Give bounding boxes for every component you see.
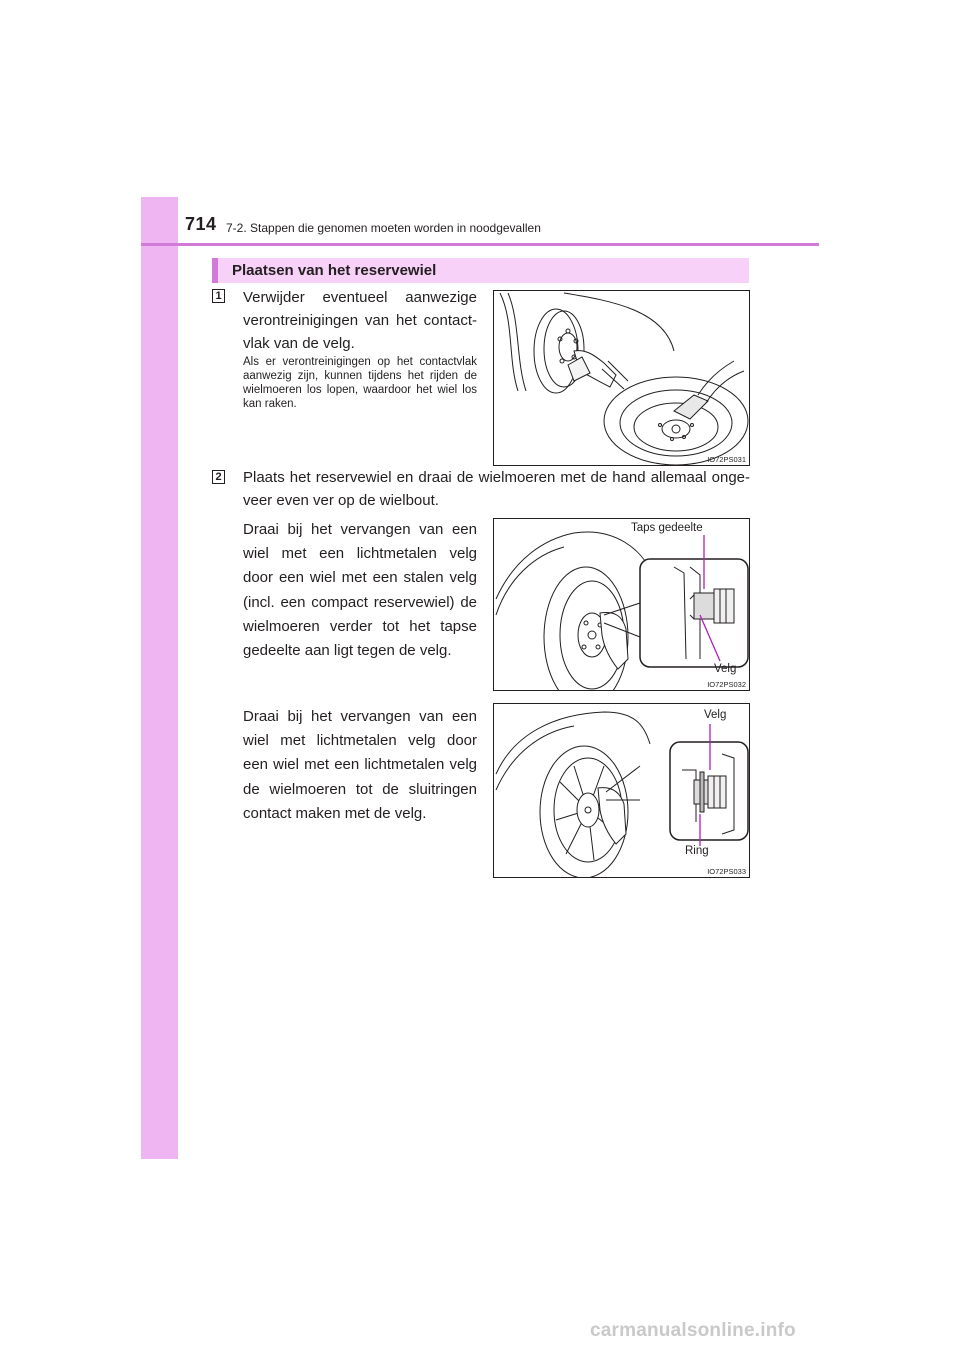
- step-2-text: Plaats het reservewiel en draai de wielmoeren met de hand allemaal ongeveer even ver op de wielbout.: [243, 469, 750, 509]
- step-number-2: 2: [212, 470, 225, 484]
- figure-clean-hub: [493, 290, 750, 466]
- step-number-1: 1: [212, 289, 225, 303]
- step-1-note: Als er verontreinigingen op het contactvlak aanwezig zijn, kunnen tijdens het rijden de wielmoeren los lopen, waardoor het wiel los kan raken.: [243, 356, 477, 410]
- figure-washer-nut: [493, 703, 750, 878]
- step-1-text: Verwijder eventueel aanwezige verontreinigingen van het contactvlak van de velg.: [243, 289, 477, 352]
- callout-ring: Ring: [685, 845, 709, 857]
- section-heading-bar: [212, 258, 749, 283]
- illustration-tapered-nut: [494, 519, 749, 690]
- figure-code: IO72PS032: [707, 680, 746, 689]
- section-title: Plaatsen van het reservewiel: [232, 262, 437, 279]
- figure-code: IO72PS031: [707, 455, 746, 464]
- step-2-sub1-text: Draai bij het vervangen van een wiel met een lichtmetalen velg door een wiel met een stalen velg (incl. een compact reservewiel) de wielmoeren verder tot het tapse gedeelte aan ligt tegen de velg.: [243, 521, 477, 660]
- callout-tapered-part: Taps gedeelte: [631, 522, 703, 534]
- figure-tapered-nut: [493, 518, 750, 691]
- chapter-title: 7-2. Stappen die genomen moeten worden in noodgevallen: [226, 221, 541, 235]
- step-2-sub2-text: Draai bij het vervangen van een wiel met lichtmetalen velg door een wiel met een lichtmetalen velg de wielmoeren tot de sluitringen contact maken met de velg.: [243, 708, 477, 822]
- chapter-sidebar-tab: [141, 197, 178, 1159]
- illustration-washer-nut: [494, 704, 749, 877]
- watermark: carmanualsonline.info: [590, 1320, 796, 1341]
- callout-rim: Velg: [714, 663, 737, 675]
- callout-rim: Velg: [704, 709, 727, 721]
- page-number: 714: [185, 214, 217, 234]
- figure-code: IO72PS033: [707, 867, 746, 876]
- header-divider: [141, 243, 819, 246]
- illustration-clean-hub: [494, 291, 749, 465]
